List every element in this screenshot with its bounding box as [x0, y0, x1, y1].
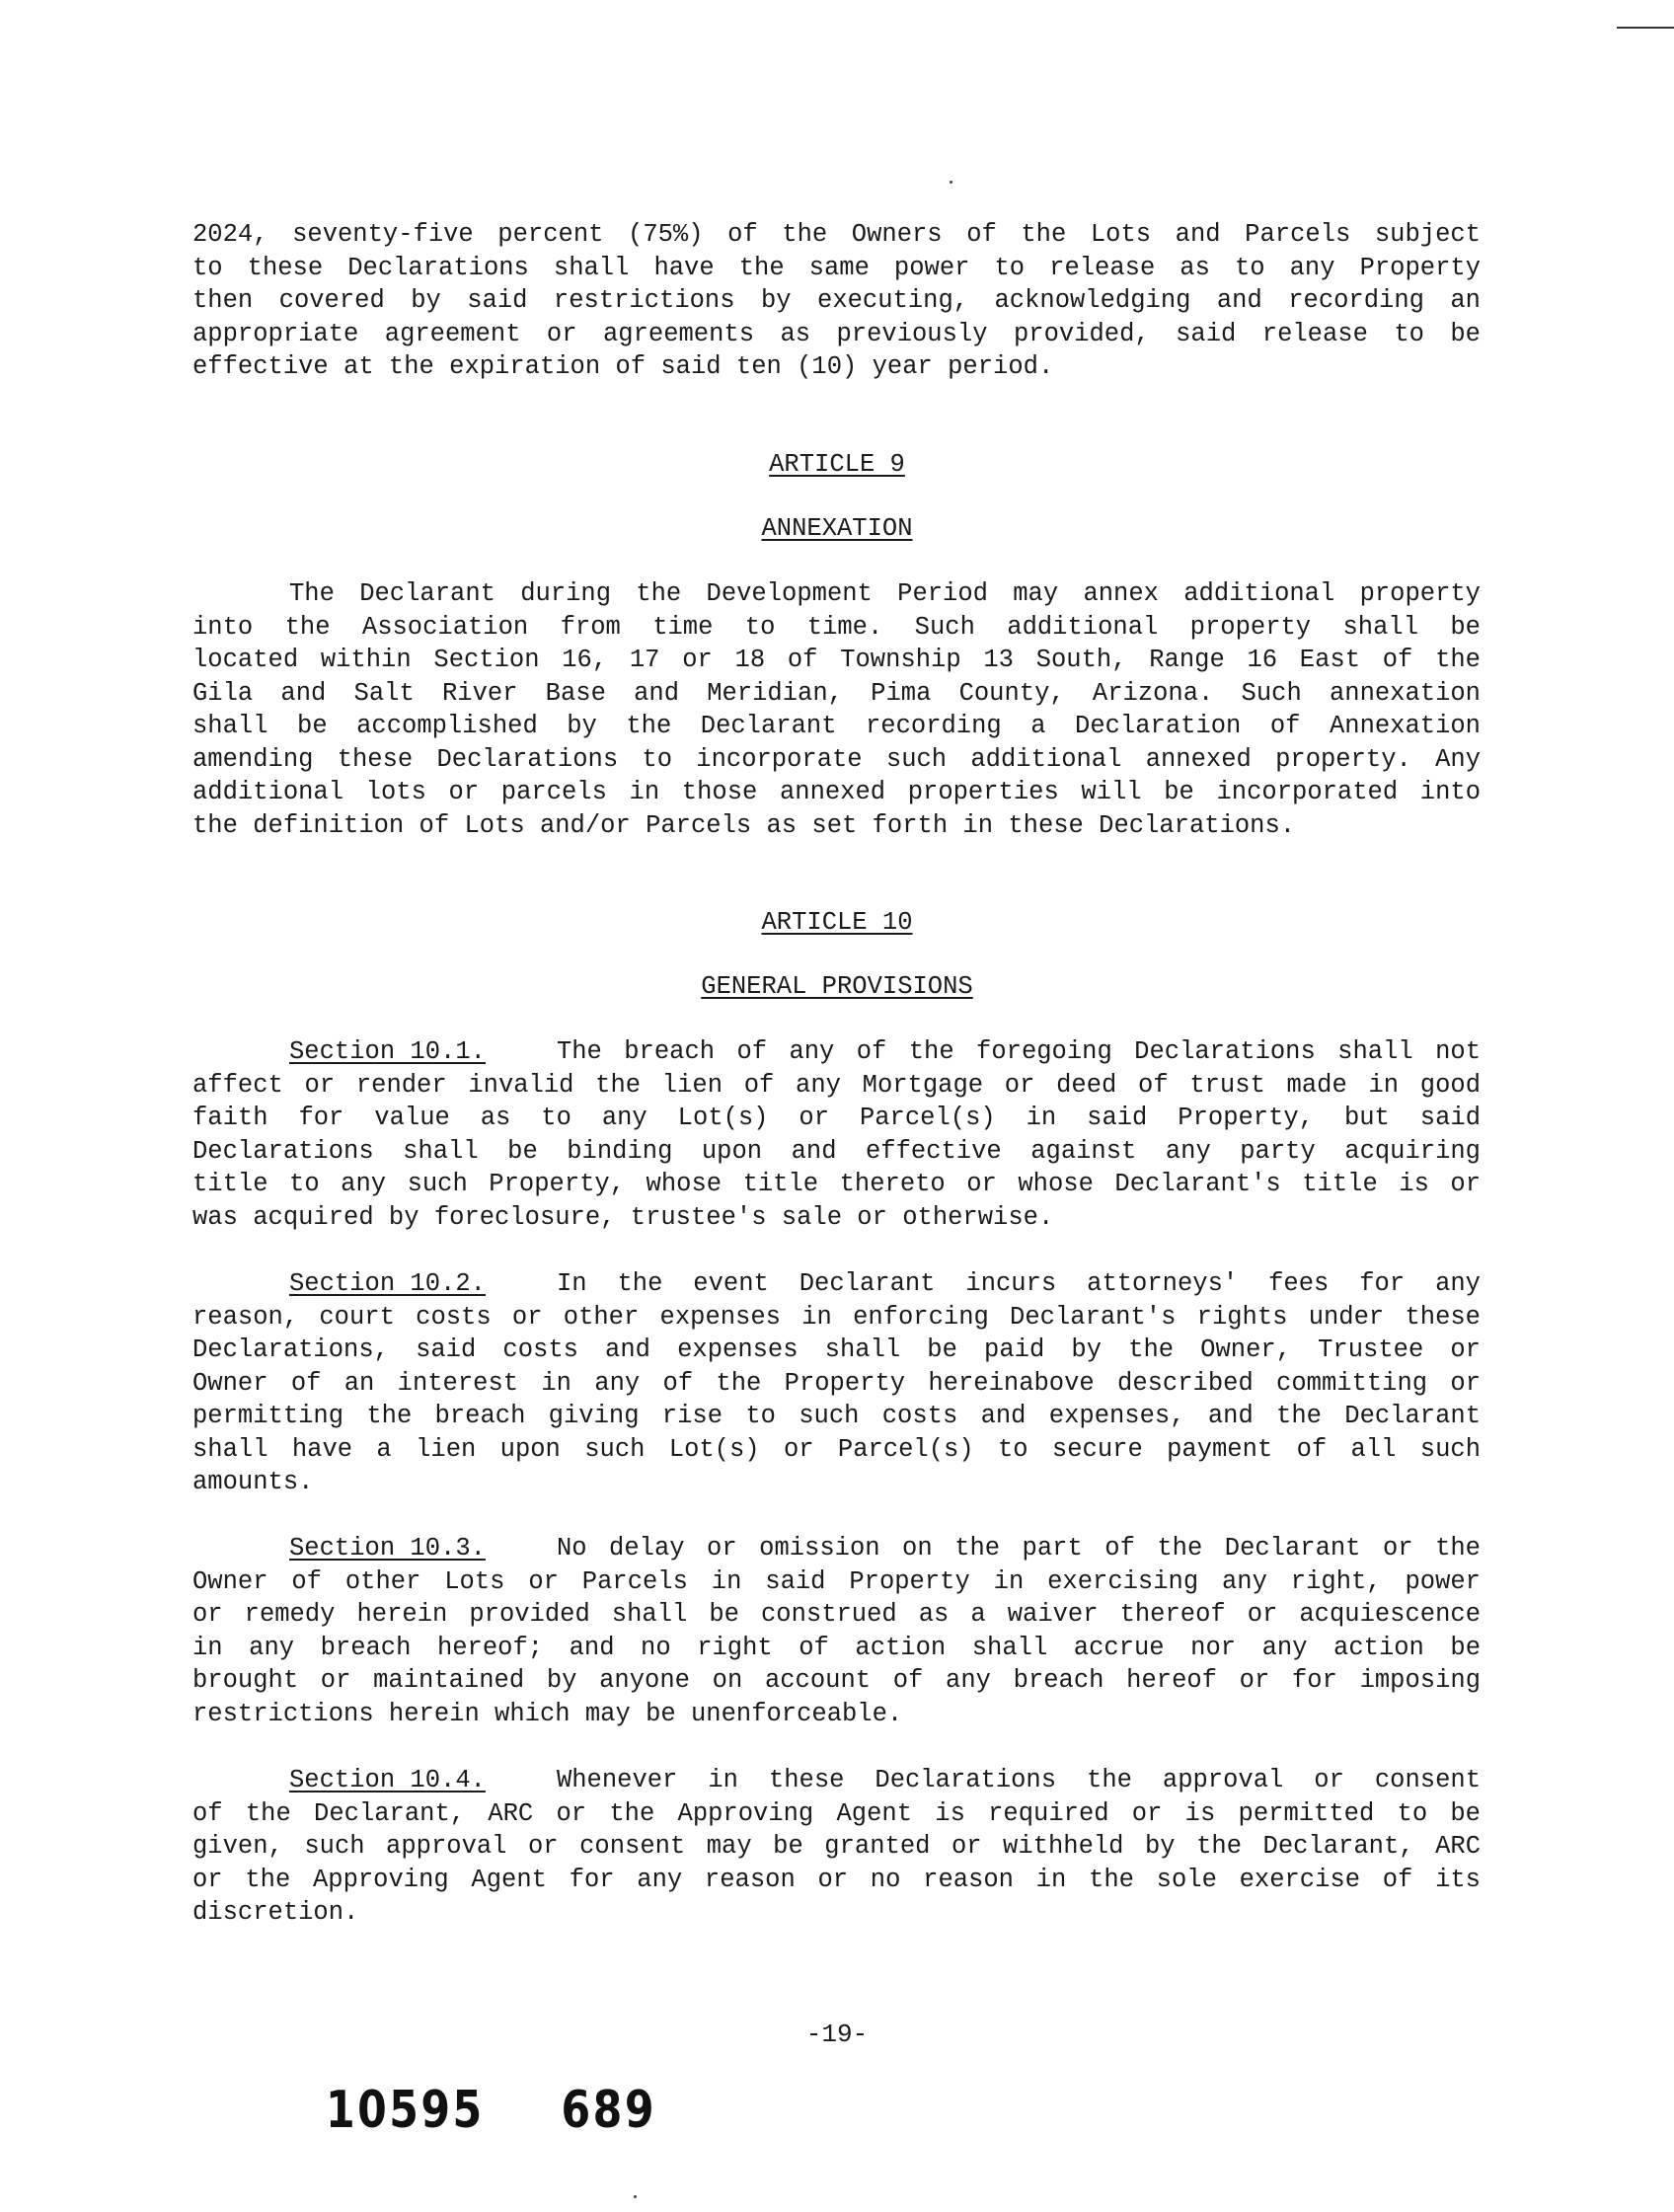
text-line: appropriate agreement or agreements as previously provided, said release to be [192, 319, 1481, 348]
recording-stamp [326, 2081, 656, 2140]
section-label: Section 10.4. [289, 1766, 486, 1794]
text-line: shall be accomplished by the Declarant recording a Declaration of Annexation [192, 712, 1481, 740]
continuation-paragraph [192, 218, 1481, 384]
article-9-paragraph [192, 577, 1481, 842]
section-label: Section 10.3. [289, 1534, 486, 1563]
text-line: title to any such Property, whose title thereto or whose Declarant's title is or [192, 1170, 1481, 1198]
article-10-number-text: ARTICLE 10 [761, 908, 913, 937]
section-label: Section 10.2. [289, 1269, 486, 1298]
section-first-line [192, 1764, 1481, 1797]
section-first-line [192, 1035, 1481, 1069]
section-first-text: Whenever in these Declarations the approval or consent [556, 1766, 1481, 1794]
article-9-title-text: ANNEXATION [761, 514, 913, 543]
section-10-4 [192, 1764, 1481, 1930]
text-line: permitting the breach giving rise to such costs and expenses, and the Declarant [192, 1402, 1481, 1430]
article-10-number [0, 906, 1674, 940]
text-line: affect or render invalid the lien of any Mortgage or deed of trust made in good [192, 1070, 1481, 1100]
article-10-title-text: GENERAL PROVISIONS [701, 972, 973, 1001]
section-first-text: In the event Declarant incurs attorneys' fees for any [556, 1269, 1481, 1298]
section-10-2 [192, 1267, 1481, 1499]
section-label: Section 10.1. [289, 1037, 486, 1066]
text-line: additional lots or parcels in those annexed properties will be incorporated into [192, 778, 1481, 806]
article-9-number-text: ARTICLE 9 [769, 450, 905, 479]
recording-page-number: 689 [561, 2081, 656, 2140]
text-line: amending these Declarations to incorporate such additional annexed property. Any [192, 744, 1481, 774]
article-9-title [0, 512, 1674, 546]
scan-corner-mark [1617, 27, 1674, 29]
text-line: shall have a lien upon such Lot(s) or Parcel(s) to secure payment of all such [192, 1434, 1481, 1464]
text-line: amounts. [192, 1468, 314, 1496]
page-number: -19- [805, 2020, 869, 2049]
text-line: or the Approving Agent for any reason or no reason in the sole exercise of its [192, 1865, 1481, 1894]
section-first-text: No delay or omission on the part of the Declarant or the [556, 1534, 1481, 1563]
text-line: discretion. [192, 1898, 359, 1927]
section-10-1 [192, 1035, 1481, 1234]
section-first-text: The breach of any of the foregoing Declarations shall not [556, 1037, 1481, 1066]
article-9-number [0, 448, 1674, 482]
text-line: brought or maintained by anyone on account of any breach hereof or for imposing [192, 1666, 1481, 1695]
text-line: reason, court costs or other expenses in enforcing Declarant's rights under these [192, 1302, 1481, 1332]
recording-book-number: 10595 [326, 2081, 485, 2140]
text-line: or remedy herein provided shall be construed as a waiver thereof or acquiescence [192, 1600, 1481, 1629]
text-line: of the Declarant, ARC or the Approving Agent is required or is permitted to be [192, 1798, 1481, 1828]
text-line: in any breach hereof; and no right of action shall accrue nor any action be [192, 1633, 1481, 1662]
text-line: restrictions herein which may be unenforceable. [192, 1699, 903, 1728]
text-line: Declarations, said costs and expenses shall be paid by the Owner, Trustee or [192, 1335, 1481, 1364]
text-line: the definition of Lots and/or Parcels as set forth in these Declarations. [192, 810, 1296, 840]
text-line: was acquired by foreclosure, trustee's sale or otherwise. [192, 1202, 1054, 1232]
section-first-line [192, 1532, 1481, 1565]
text-line: to these Declarations shall have the same power to release as to any Property [192, 253, 1481, 282]
text-line: Gila and Salt River Base and Meridian, Pima County, Arizona. Such annexation [192, 678, 1481, 708]
text-line: 2024, seventy-five percent (75%) of the Owners of the Lots and Parcels subject [192, 220, 1481, 249]
text-line: then covered by said restrictions by executing, acknowledging and recording an [192, 286, 1481, 315]
text-line: Owner of an interest in any of the Property hereinabove described committing or [192, 1368, 1481, 1398]
article-10-title [0, 970, 1674, 1004]
text-line: effective at the expiration of said ten (10) year period. [192, 352, 1054, 381]
text-line: located within Section 16, 17 or 18 of Township 13 South, Range 16 East of the [192, 646, 1481, 674]
text-line: Declarations shall be binding upon and effective against any party acquiring [192, 1136, 1481, 1166]
text-line: faith for value as to any Lot(s) or Parcel(s) in said Property, but said [192, 1104, 1481, 1132]
scan-speck [950, 181, 952, 184]
text-line: Owner of other Lots or Parcels in said Property in exercising any right, power [192, 1566, 1481, 1596]
scan-speck [634, 2195, 637, 2198]
section-10-3 [192, 1532, 1481, 1730]
text-line: into the Association from time to time. Such additional property shall be [192, 612, 1481, 642]
text-line: given, such approval or consent may be granted or withheld by the Declarant, ARC [192, 1832, 1481, 1861]
section-first-line [192, 1267, 1481, 1301]
text-line: The Declarant during the Development Period may annex additional property [289, 579, 1481, 608]
